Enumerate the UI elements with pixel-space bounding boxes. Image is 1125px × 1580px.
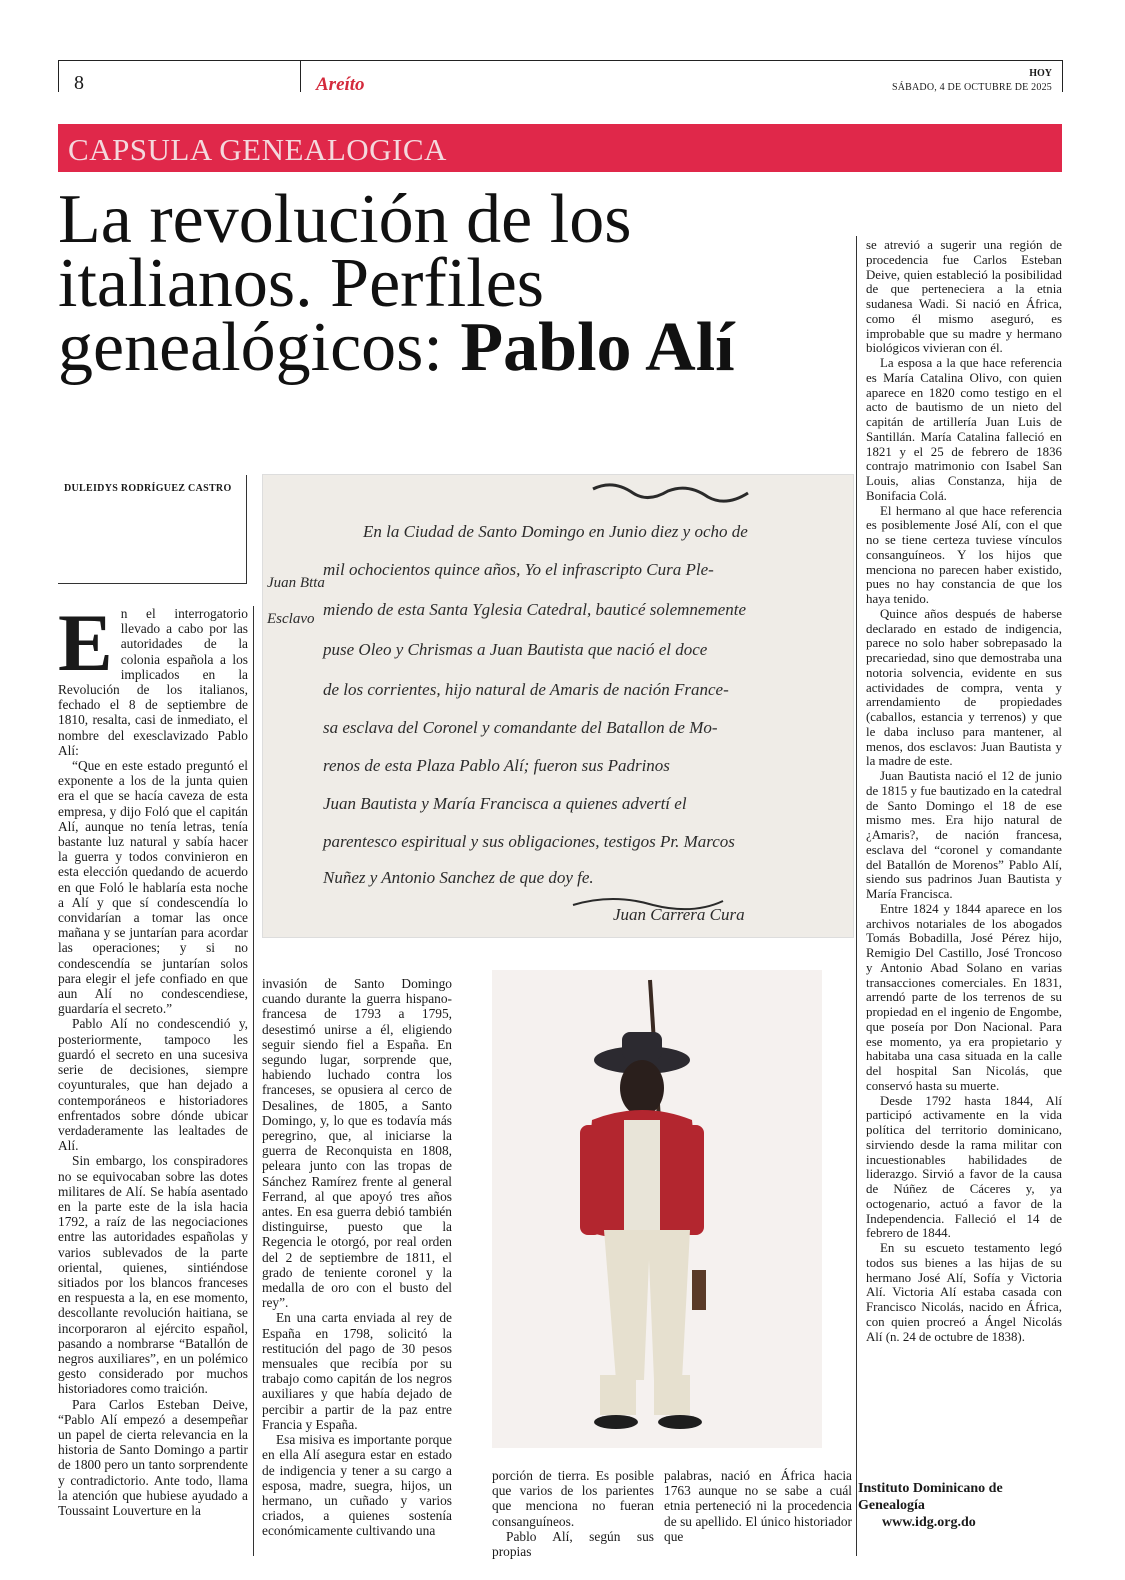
article-paragraph: El hermano al que hace referencia es posiblemente José Alí, con el que no se tiene certeza tuviese vínculos consanguíneos. Y los hijos que menciona no parecen haber existido, pues no hay constancia de que los haya tenido. xyxy=(866,503,1062,606)
manuscript-line: En la Ciudad de Santo Domingo en Junio diez y ocho de xyxy=(363,522,748,541)
newspaper-name: HOY xyxy=(1029,68,1052,79)
margin-note: Esclavo xyxy=(267,611,315,627)
byline-rule xyxy=(246,475,247,583)
article-paragraph: porción de tierra. Es posible que varios de los parientes que menciona no fueran consanguíneos. xyxy=(492,1468,654,1529)
article-column-4 xyxy=(664,1468,852,1544)
article-paragraph: Juan Bautista nació el 12 de junio de 1815 y fue bautizado en la catedral de Santo Domingo el 18 de ese mismo mes. Era hijo natural de ¿Amaris?, de nación francesa, esclava del “coronel y comandante del Batallón de Morenos” Pablo Alí, siendo sus padrinos Juan Bautista y María Francisca. xyxy=(866,769,1062,901)
column-banner xyxy=(58,124,1062,172)
headline-name: Pablo Alí xyxy=(460,309,735,386)
issue-date: SÁBADO, 4 DE OCTUBRE DE 2025 xyxy=(891,82,1052,93)
column-rule xyxy=(856,236,857,1556)
header-divider xyxy=(58,60,59,92)
manuscript-scan xyxy=(263,475,853,937)
article-paragraph: se atrevió a sugerir una región de procedencia fue Carlos Esteban Deive, quien estableció la posibilidad de que perteneciera a la etnia sudanesa Wadi. Si nació en África, como él mismo aseguró, es improbable que su madre y hermano biológicos vivieran con él. xyxy=(866,238,1062,356)
column-rule xyxy=(253,606,254,1556)
article-paragraph: n el interrogatorio llevado a cabo por las autoridades de la colonia española a los implicados en la Revolución de los italianos, fechado el 8 de septiembre de 1810, resalta, casi de inmediato, el nombre del exesclavizado Pablo Alí: xyxy=(58,606,248,758)
headline-line3: genealógicos: xyxy=(58,309,443,386)
margin-note: Juan Btta xyxy=(267,575,325,591)
headline-line1: La revolución de los xyxy=(58,181,632,258)
article-paragraph: invasión de Santo Domingo cuando durante la guerra hispano-francesa de 1793 a 1795, desestimó unirse a él, eligiendo seguir siendo fiel a España. En segundo lugar, sorprende que, habiendo luchado contra los franceses, se opusiera al cerco de Desalines, de 1805, a Santo Domingo, y, lo que es todavía más peregrino, que, al iniciarse la guerra de Reconquista en 1808, peleara junto con las tropas de Sánchez Ramírez frente al general Ferrand, al que apoyó tres años antes. En esa guerra debió también distinguirse, puesto que la Regencia le otorgó, por real orden del 2 de septiembre de 1811, el grado de teniente coronel y la medalla de oro con el busto del rey”. xyxy=(262,976,452,1311)
header-rule xyxy=(58,60,1062,61)
article-paragraph: Para Carlos Esteban Deive, “Pablo Alí empezó a desempeñar un papel de cierta relevancia en la historia de Santo Domingo a partir de 1800 pero un tanto sorprendente y contradictorio. Ante todo, llama la atención que hubiese ayudado a Toussaint Louverture en la xyxy=(58,1396,248,1518)
article-paragraph: palabras, nació en África hacia 1763 aunque no se sabe a cuál etnia perteneció ni la procedencia de su apellido. El único historiador que xyxy=(664,1468,852,1544)
column-banner-label: CAPSULA GENEALOGICA xyxy=(68,132,447,167)
drop-cap: E xyxy=(58,597,113,688)
soldier-illustration xyxy=(492,970,822,1448)
article-column-1 xyxy=(58,597,248,1518)
signature-web: www.idg.org.do xyxy=(882,1515,976,1530)
manuscript-line: de los corrientes, hijo natural de Amaris de nación France- xyxy=(323,680,729,699)
article-paragraph: Entre 1824 y 1844 aparece en los archivos notariales de los abogados Tomás Bobadilla, José Pérez hijo, Remigio Del Castillo, José Troncoso y Antonio Abad Solano en varias transacciones comerciales. En 1831, arrendó parte de los terrenos de su propiedad en el ingenio de Engombe, que poseía por Don Nacional. Para ese momento, ya era propietario y habitaba una casa situada en la calle del hospital San Nicolás, que conservó hasta su muerte. xyxy=(866,901,1062,1093)
article-paragraph: Esa misiva es importante porque en ella Alí asegura estar en estado de indigencia y tener a su cargo a esposa, madre, suegra, hijos, un hermano, un cuñado y varios criados, a quienes sostenía económicamente cultivando una xyxy=(262,1432,452,1539)
article-paragraph: En su escueto testamento legó todos sus bienes a las hijas de su hermano José Alí, Sofía y Victoria Alí. Victoria Alí estaba casada con Francisco Nicolás, nacido en África, con quien procreó a Ángel Nicolás Alí (n. 24 de octubre de 1838). xyxy=(866,1241,1062,1344)
article-column-3 xyxy=(492,1468,654,1559)
manuscript-line: mil ochocientos quince años, Yo el infrascripto Cura Ple- xyxy=(323,560,714,579)
headline-line2: italianos. Perfiles xyxy=(58,245,545,322)
article-paragraph: En una carta enviada al rey de España en 1798, solicitó la restitución del pago de 30 pesos mensuales que recibía por su trabajo como capitán de los negros auxiliares y que había dejado de percibir a partir de la paz entre Francia y España. xyxy=(262,1310,452,1432)
page-number: 8 xyxy=(74,72,84,94)
article-column-2 xyxy=(262,976,452,1539)
article-paragraph: Pablo Alí no condescendió y, posteriormente, tampoco les guardó el secreto en una sucesiva serie de decisiones, siempre coyunturales, que han dejado a contemporáneos e historiadores enfrentados sobre dónde ubicar verdaderamente las lealtades de Alí. xyxy=(58,1016,248,1154)
byline-rule xyxy=(58,583,247,584)
manuscript-line: Nuñez y Antonio Sanchez de que doy fe. xyxy=(323,868,594,887)
article-paragraph: La esposa a la que hace referencia es María Catalina Olivo, con quien aparece en 1820 como testigo en el acto de bautismo de un nieto del capitán de artillería Juan Luis de Santillán. María Catalina falleció en 1821 y el 25 de febrero de 1836 contrajo matrimonio con Isabel San Louis, alias Constanza, hija de Bonifacia Colá. xyxy=(866,356,1062,503)
manuscript-line: Juan Bautista y María Francisca a quienes advertí el xyxy=(323,794,687,813)
manuscript-signature: Juan Carrera Cura xyxy=(613,905,745,924)
article-paragraph: Desde 1792 hasta 1844, Alí participó activamente en la vida política del territorio dominicano, sirviendo desde la rama militar con incuestionables habilidades de liderazgo. Sirvió a favor de la causa de Núñez de Cáceres y, ya octogenario, actuó a favor de la Independencia. Falleció el 14 de febrero de 1844. xyxy=(866,1093,1062,1241)
manuscript-line: renos de esta Plaza Pablo Alí; fueron sus Padrinos xyxy=(323,756,670,775)
section-name: Areíto xyxy=(316,74,365,95)
headline xyxy=(58,181,848,386)
soldier-figure xyxy=(492,970,822,1448)
article-paragraph: Quince años después de haberse declarado en estado de indigencia, parece no solo haber sobrepasado la precariedad, sino que demostraba una notoria solvencia, evidente en sus actividades de compra, venta y arrendamiento de propiedades (caballos, estancia y terrenos) y que le daba incluso para mantener, al menos, dos esclavos: Juan Bautista y la madre de este. xyxy=(866,606,1062,769)
article-paragraph: Pablo Alí, según sus propias xyxy=(492,1528,654,1560)
manuscript-line: miendo de esta Santa Yglesia Catedral, bauticé solemnemente xyxy=(323,600,747,619)
manuscript-line: parentesco espiritual y sus obligaciones, testigos Pr. Marcos xyxy=(323,832,735,851)
manuscript-line: sa esclava del Coronel y comandante del Batallon de Mo- xyxy=(323,718,718,737)
byline: DULEIDYS RODRÍGUEZ CASTRO xyxy=(64,483,232,494)
header-divider xyxy=(1062,60,1063,92)
header-divider xyxy=(300,60,301,92)
article-quote: “Que en este estado preguntó el exponente a los de la junta quien era el que se hacía caveza de esta empresa, y dijo Foló que el capitán Alí, aunque no tenía letras, tenía bastante luz natural y sabía hacer la guerra y todos convinieron en esta elección quedando de acuerdo en que Foló le hablaría esta noche a Alí y que sí condescendía lo convidarían a tomar las once mañana y se juntarían para acordar las operaciones; y si no condescendía se juntarían solos para elegir el jefe confiado en que aun Alí no condescendiese, guardaría el secreto.” xyxy=(58,758,248,1017)
article-paragraph: Sin embargo, los conspiradores no se equivocaban sobre las dotes militares de Alí. Se había asentado en la parte este de la isla hacia 1792, a raíz de las negociaciones entre las autoridades españolas y varios sublevados de la parte oriental, quienes, sintiéndose sitiados por los blancos franceses en respuesta a la, en ese momento, descollante revolución haitiana, se incorporaron al ejército español, pasando a nombrarse “Batallón de negros auxiliares”, en un polémico gesto considerado por muchos historiadores como traición. xyxy=(58,1153,248,1397)
signature-org: Instituto Dominicano de Genealogía xyxy=(858,1481,1003,1513)
author-signature xyxy=(858,1480,1058,1531)
article-column-5 xyxy=(866,238,1062,1344)
manuscript-line: puse Oleo y Chrismas a Juan Bautista que nació el doce xyxy=(323,640,708,659)
baptism-record-image xyxy=(262,474,854,938)
